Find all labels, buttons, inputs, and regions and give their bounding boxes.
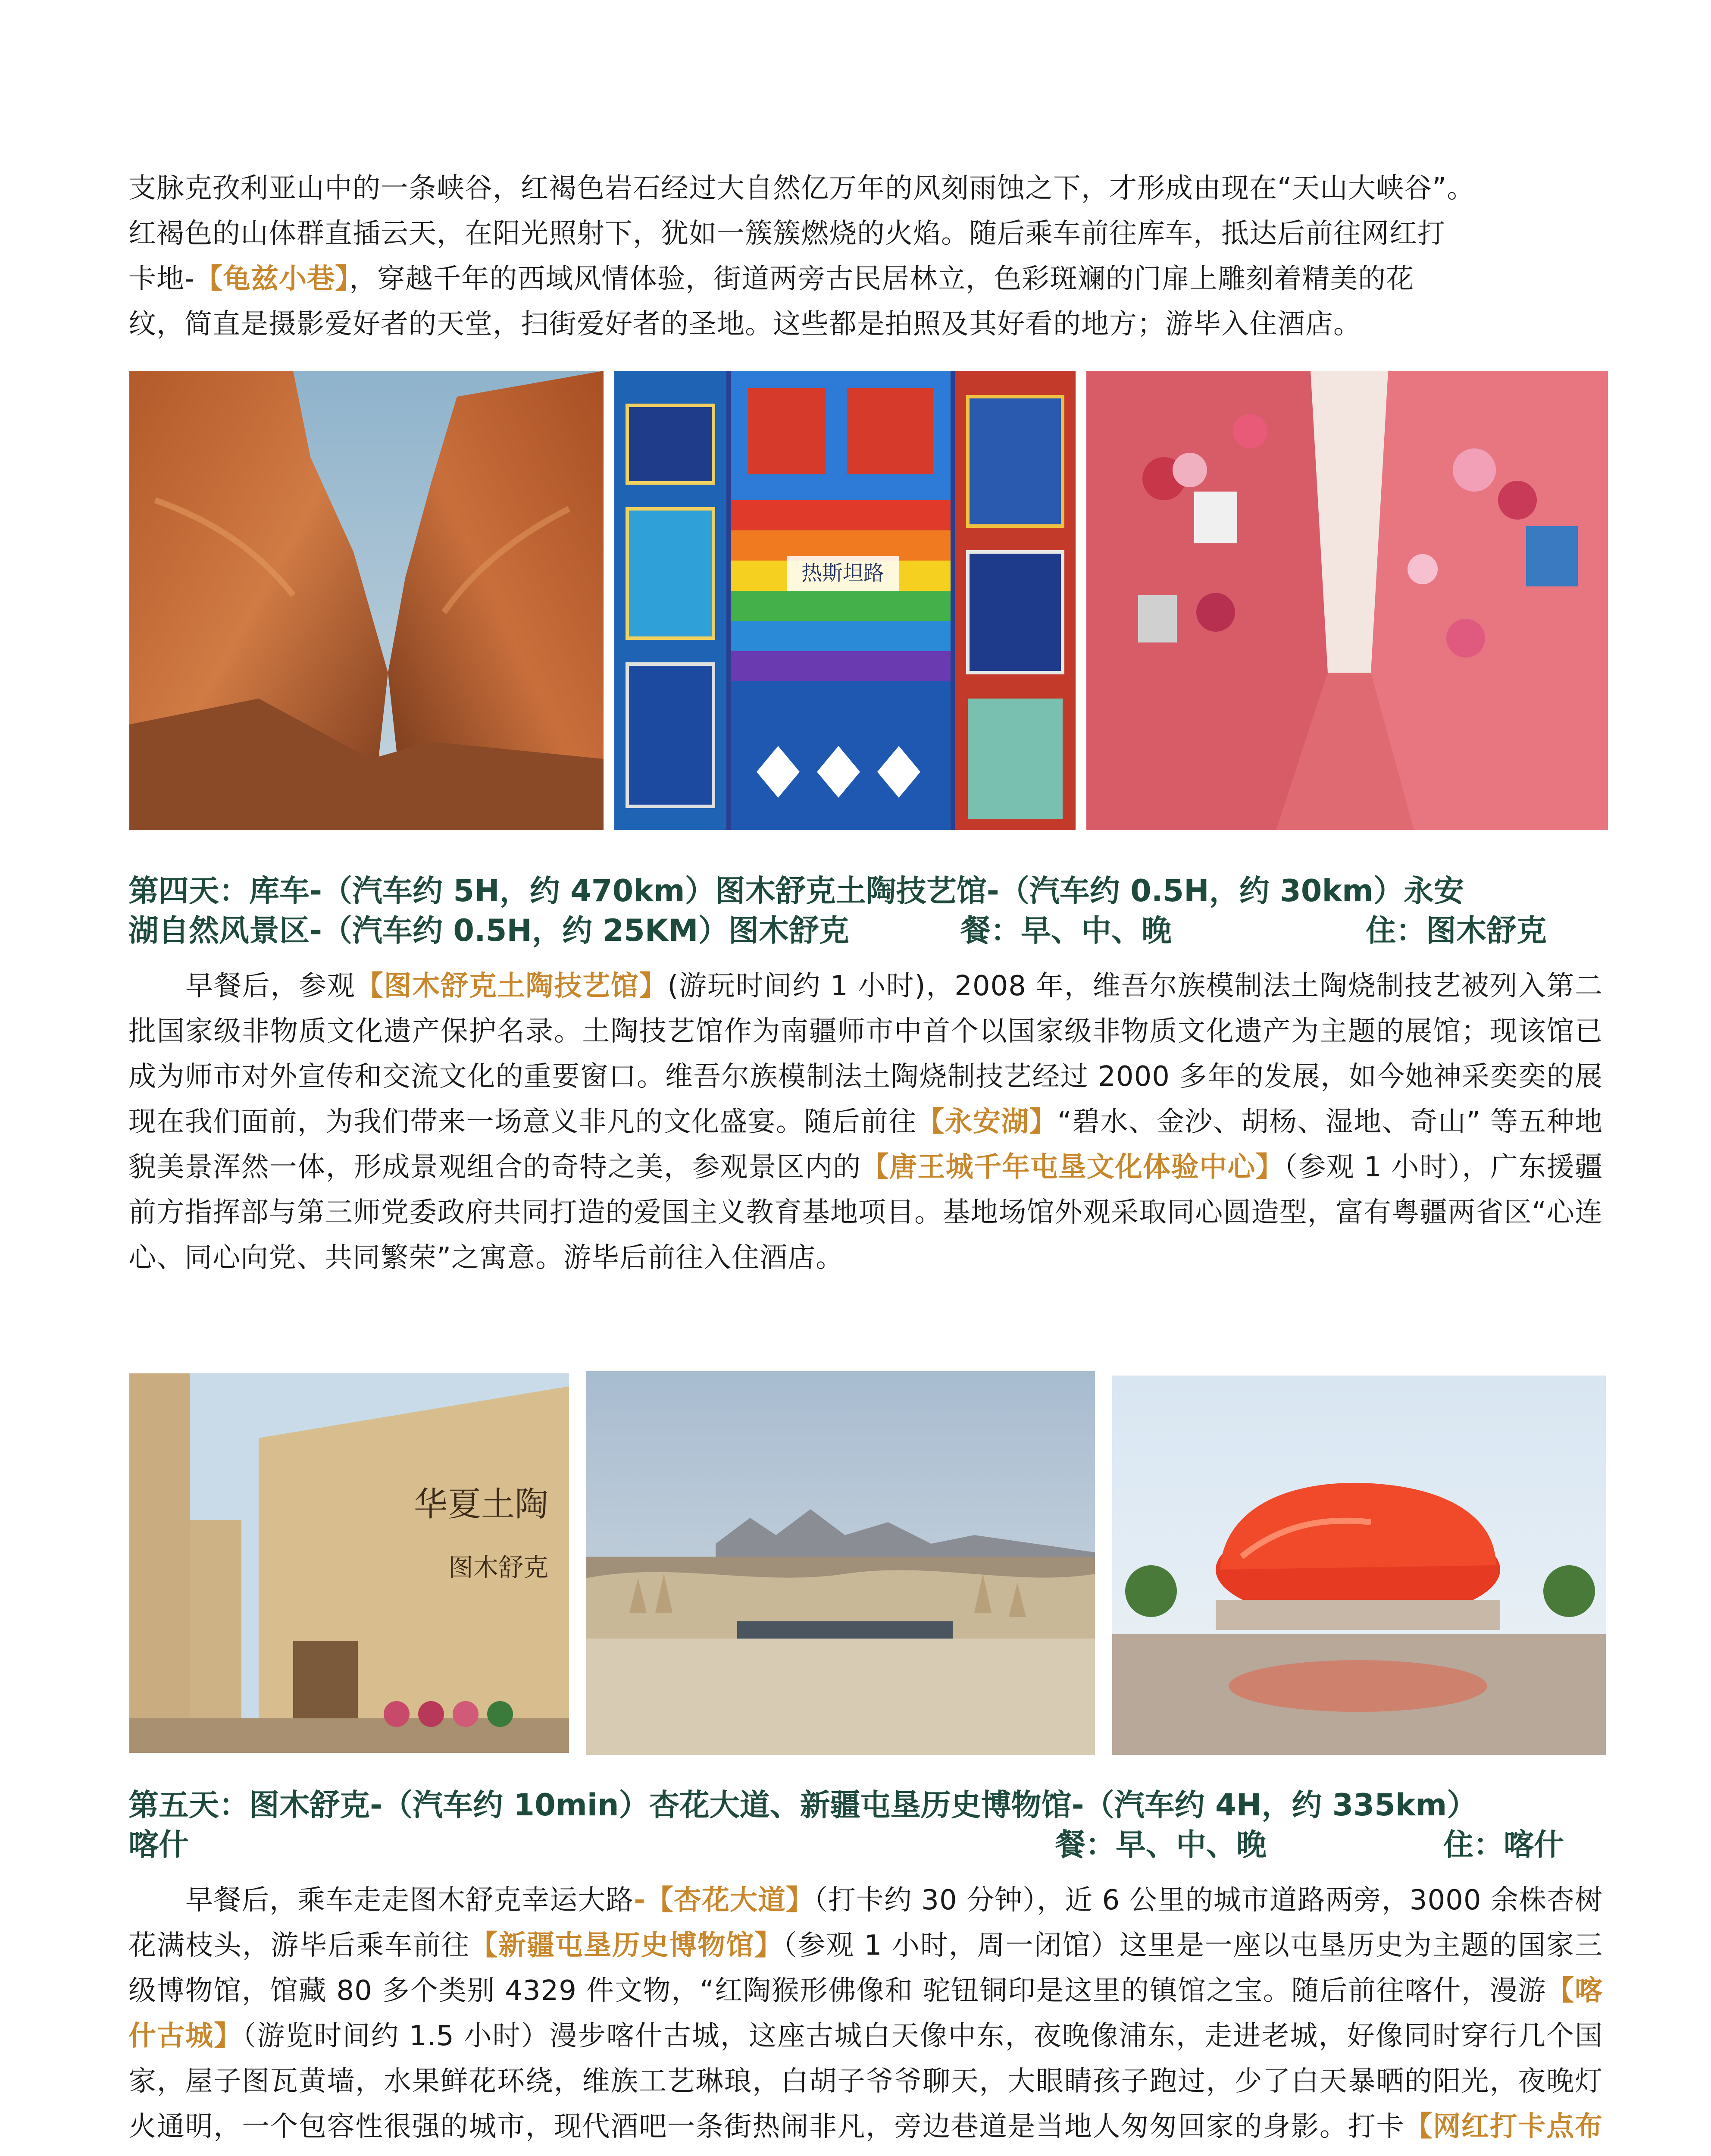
- intro-line4: 纹，简直是摄影爱好者的天堂，扫街爱好者的圣地。这些都是拍照及其好看的地方；游毕入住酒店。: [128, 308, 1361, 340]
- highlight-yongan-lake: 【永安湖】: [916, 1106, 1057, 1138]
- day5-paragraph: [128, 1878, 1603, 2156]
- highlight-history-museum: 【新疆屯垦历史博物馆】: [470, 1930, 783, 1962]
- colorful-doors-photo: [614, 371, 1076, 830]
- street-sign-text: 热斯坦路: [801, 561, 885, 585]
- day5-heading-line2: 喀什: [128, 1827, 189, 1862]
- day4-text-mid2: “碧水、金沙、胡杨、湿地、奇山” 等五种地貌美景浑然一体，形成景观组合的奇特之美，参观景区内的: [128, 1106, 1603, 1183]
- museum-sign-line2: 图木舒克: [448, 1553, 549, 1582]
- highlight-pottery-museum: 【图木舒克土陶技艺馆】: [355, 970, 668, 1002]
- intro-line1: 支脉克孜利亚山中的一条峡谷，红褐色岩石经过大自然亿万年的风刻雨蚀之下，才形成由现在“天山大峡谷”。: [128, 172, 1475, 204]
- pottery-museum-photo: [129, 1373, 569, 1753]
- intro-paragraph: [128, 166, 1603, 347]
- day4-stay: 住：图木舒克: [1366, 913, 1547, 948]
- day4-heading-line1: 第四天：库车-（汽车约 5H，约 470km）图木舒克土陶技艺馆-（汽车约 0.5H，约 30km）永安: [128, 873, 1464, 909]
- day5-heading-line1: 第五天：图木舒克-（汽车约 10min）杏花大道、新疆屯垦历史博物馆-（汽车约 4H，约 335km）: [128, 1787, 1477, 1823]
- highlight-apricot-avenue: -【杏花大道】: [634, 1884, 814, 1916]
- lake-wetland-photo: [586, 1371, 1095, 1755]
- canyon-photo: [129, 371, 604, 830]
- day5-text-mid3: （游览时间约 1.5 小时）漫步喀什古城，这座古城白天像中东，夜晚像浦东，走进老城，好像同时穿行几个国家，屋子图瓦黄墙，水果鲜花环绕，维族工艺琳琅，白胡子爷爷聊天，大眼睛孩子跑过，少了白天暴晒的阳光，夜晚灯火通明，一个包容性很强的城市，现代酒吧一条街热闹非凡，旁边巷道是当地人匆匆回家的身影。打卡: [128, 2020, 1603, 2143]
- pink-alley-photo: [1086, 371, 1608, 830]
- intro-line3-post: ，穿越千年的西域风情体验，街道两旁古民居林立，色彩斑斓的门扉上雕刻着精美的花: [349, 263, 1414, 295]
- day4-text-mid: (游玩时间约 1 小时)，2008 年，维吾尔族模制法土陶烧制技艺被列入第二批国家级非物质文化遗产保护名录。土陶技艺馆作为南疆师市中首个以国家级非物质文化遗产为主题的展馆；现该馆已成为师市对外宣传和交流文化的重要窗口。维吾尔族模制法土陶烧制技艺经过 2000 多年的发展，如今她神采奕奕的展现在我们面前，为我们带来一场意义非凡的文化盛宴。随后前往: [128, 970, 1603, 1138]
- highlight-qiuci-alley: 【龟兹小巷】: [195, 263, 350, 295]
- day4-heading-line2: 湖自然风景区-（汽车约 0.5H，约 25KM）图木舒克: [128, 913, 849, 948]
- day4-paragraph: [128, 964, 1603, 1281]
- day4-text-pre: 早餐后，参观: [185, 970, 356, 1002]
- day5-heading: [128, 1785, 1603, 1871]
- museum-sign-line1: 华夏土陶: [414, 1485, 549, 1524]
- day5-text-mid1: （打卡约 30 分钟），近 6 公里的城市道路两旁，3000 余株杏树花满枝头，游毕后乘车前往: [128, 1884, 1603, 1962]
- day5-text-mid2: （参观 1 小时，周一闭馆）这里是一座以屯垦历史为主题的国家三级博物馆，馆藏 80 多个类别 4329 件文物，“红陶猴形佛像和 驼钮铜印是这里的镇馆之宝。随后前往喀什，漫游: [128, 1930, 1603, 2007]
- intro-line3-pre: 卡地-: [128, 263, 195, 295]
- day5-meals: 餐：早、中、晚: [1055, 1827, 1267, 1862]
- intro-line2: 红褐色的山体群直插云天，在阳光照射下，犹如一簇簇燃烧的火焰。随后乘车前往库车，抵达后前往网红打: [128, 218, 1445, 250]
- day4-meals: 餐：早、中、晚: [960, 913, 1172, 948]
- day4-heading: [128, 871, 1603, 957]
- day4-text-post: （参观 1 小时），广东援疆前方指挥部与第三师党委政府共同打造的爱国主义教育基地项目。基地场馆外观采取同心圆造型，富有粤疆两省区“心连心、同心向党、共同繁荣”之寓意。游毕后前往入住酒店。: [128, 1151, 1603, 1274]
- highlight-budai-alley: 【网红打卡点布: [1404, 2111, 1603, 2143]
- highlight-tangwang-center: 【唐王城千年屯垦文化体验中心】: [861, 1151, 1284, 1183]
- red-building-photo: [1112, 1376, 1606, 1755]
- day5-text-pre: 早餐后，乘车走走图木舒克幸运大路: [185, 1884, 634, 1916]
- highlight-kashgar-old-city: 【喀什古城】: [128, 1975, 1603, 2052]
- day5-stay: 住：喀什: [1443, 1827, 1564, 1862]
